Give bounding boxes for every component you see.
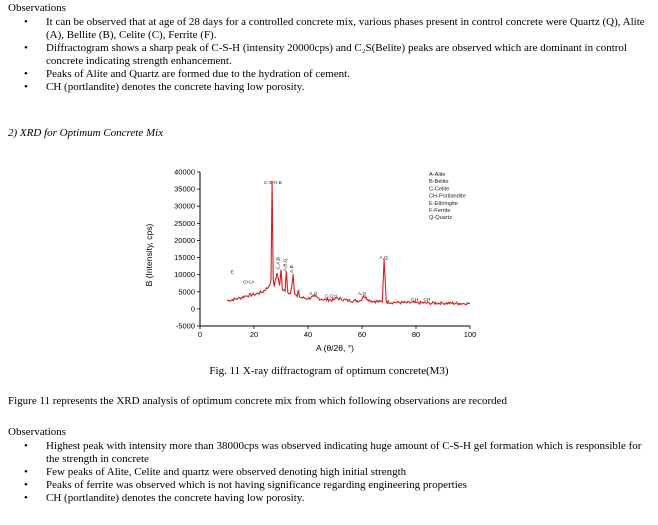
xrd-chart bbox=[140, 160, 510, 360]
y-tick-label: 10000 bbox=[174, 270, 195, 280]
peak-label: CH bbox=[411, 298, 419, 304]
peak-label: C-S-H,B bbox=[263, 180, 282, 186]
section-subheading: 2) XRD for Optimum Concrete Mix bbox=[8, 127, 164, 139]
observations-list-2 bbox=[8, 440, 652, 505]
x-tick-label: 40 bbox=[303, 330, 313, 339]
y-axis-label: B (Intensity, cps) bbox=[144, 223, 154, 287]
y-tick-label: 40000 bbox=[174, 167, 195, 177]
x-tick-label: 20 bbox=[249, 330, 259, 339]
peak-label: A,Q bbox=[309, 292, 318, 298]
x-tick-label: 60 bbox=[357, 330, 367, 339]
y-tick-label: 0 bbox=[190, 304, 195, 314]
peak-label: CH bbox=[423, 298, 431, 304]
list-item: • Peaks of Alite and Quartz are formed due to the hydration of cement. bbox=[8, 68, 652, 81]
peak-label: E bbox=[230, 270, 235, 276]
peak-label: A,Q bbox=[357, 292, 367, 298]
x-tick-label: 100 bbox=[463, 330, 477, 339]
y-tick-label: 20000 bbox=[174, 235, 195, 245]
y-tick-label: 35000 bbox=[174, 184, 195, 194]
y-tick-label: 15000 bbox=[174, 253, 195, 263]
legend-entry: C-Celite bbox=[429, 186, 450, 193]
list-item: • Few peaks of Alite, Celite and quartz were observed denoting high initial strength bbox=[8, 466, 652, 479]
peak-label: F bbox=[297, 290, 301, 296]
figure-caption: Fig. 11 X-ray diffractogram of optimum concrete(M3) bbox=[209, 365, 449, 377]
legend-entry: CH-Portlandite bbox=[429, 193, 466, 200]
y-tick-label: 30000 bbox=[174, 201, 195, 211]
list-item: • Peaks of ferrite was observed which is not having significance regarding engineering properties bbox=[8, 479, 652, 492]
list-item: • Highest peak with intensity more than 38000cps was observed indicating huge amount of C-S-H gel formation which is responsible for the strength in concrete bbox=[8, 440, 652, 466]
y-tick-label: 25000 bbox=[174, 218, 195, 228]
peak-label: A,Q bbox=[379, 255, 388, 261]
observations-heading-2: Observations bbox=[8, 426, 67, 438]
observations-heading-1: Observations bbox=[8, 2, 67, 14]
y-tick-label: -5000 bbox=[175, 321, 195, 331]
x-axis-label: A (θ/2θ, °) bbox=[316, 343, 354, 353]
observations-list-1 bbox=[8, 16, 652, 94]
peak-label: C,A,B bbox=[276, 257, 282, 270]
x-tick-label: 0 bbox=[197, 330, 203, 339]
legend-entry: E-Ettiringite bbox=[429, 200, 458, 207]
list-item: • It can be observed that at age of 28 days for a controlled concrete mix, various phases present in control concrete were Quartz (Q), Alite (A), Bellite (B), Celite (C), Ferrite (F). bbox=[8, 16, 652, 42]
legend-entry: F-Ferrite bbox=[429, 208, 451, 214]
peak-label: A,B,Q bbox=[283, 258, 289, 272]
legend-entry: B-Belite bbox=[429, 179, 449, 186]
peak-label: C,CH bbox=[325, 294, 337, 300]
list-item: • CH (portlandite) denotes the concrete having low porosity. bbox=[8, 492, 652, 505]
list-item: • Diffractogram shows a sharp peak of C-S-H (intensity 20000cps) and C₂S(Belite) peaks are observed which are dominant in control concrete indicating strength enhancement. bbox=[8, 42, 652, 68]
legend-entry: A-Alite bbox=[429, 172, 446, 178]
analysis-paragraph: Figure 11 represents the XRD analysis of optimum concrete mix from which following observations are recorded bbox=[8, 395, 508, 407]
legend-entry: Q-Quartz bbox=[429, 215, 453, 222]
peak-label: CH,A bbox=[242, 280, 255, 286]
list-item: • CH (portlandite) denotes the concrete having low porosity. bbox=[8, 81, 652, 94]
x-tick-label: 80 bbox=[411, 330, 421, 339]
peak-label: A,B bbox=[290, 265, 296, 273]
y-tick-label: 5000 bbox=[178, 287, 195, 297]
